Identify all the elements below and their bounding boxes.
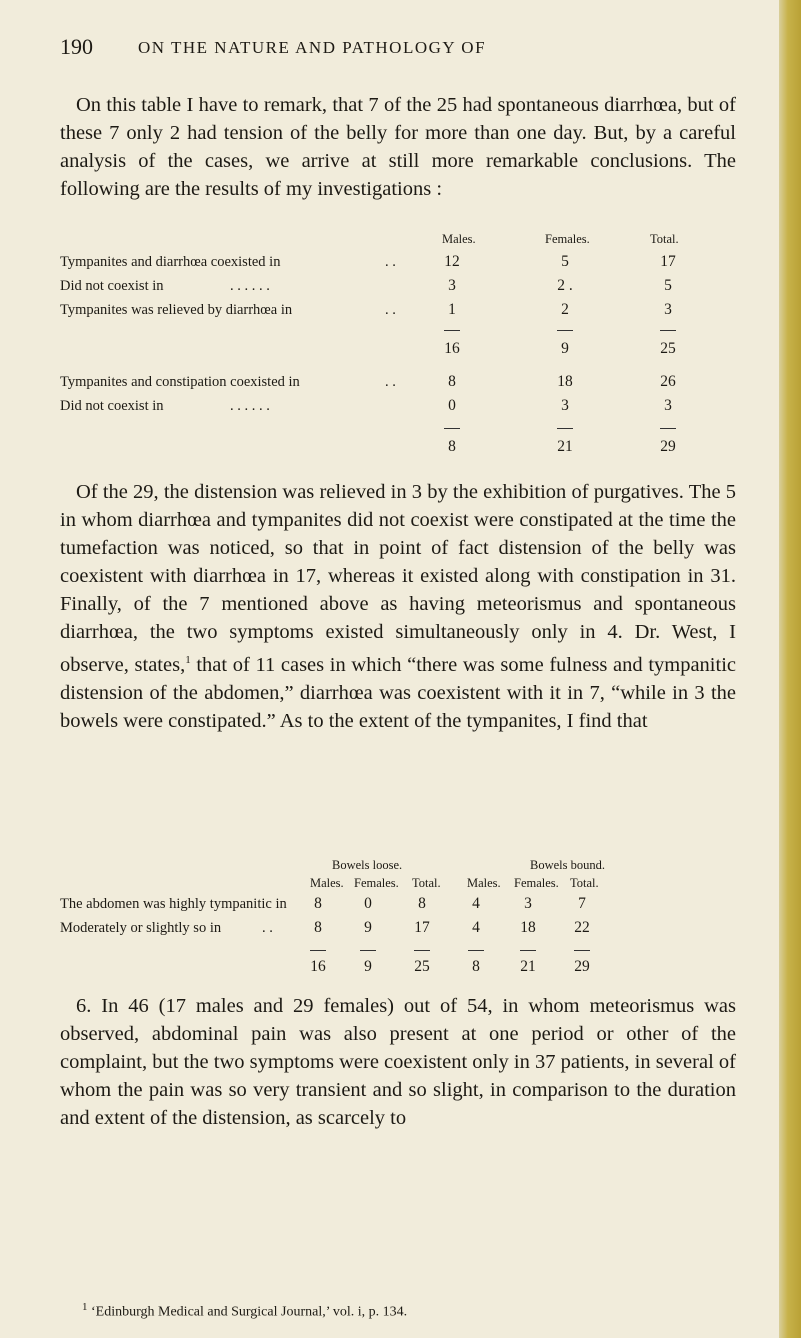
- row-dots: . .: [262, 920, 273, 936]
- col-header-females: Females.: [545, 232, 590, 246]
- row-dots: . .: [385, 254, 396, 270]
- footnote-ref: 1: [185, 654, 191, 666]
- col-header-total: Total.: [650, 232, 679, 246]
- paragraph-distension-text: Of the 29, the distension was relieved in 3 by the exhibition of purgatives. The 5 in whom diarrhœa and tympanites did not coexist were constipated at the time the tumefaction was noticed, so that in point of fact distension of the belly was coexistent with diarrhœa in 17, whereas it existed along with constipation in 31. Finally, of the 7 mentioned above as having meteorismus and spontaneous diarrhœa, the two symptoms existed simultaneously only in 4. Dr. West, I observe, states,: [60, 481, 736, 676]
- sum-rule: [660, 330, 676, 331]
- paragraph-distension-cont: that of 11 cases in which “there was some fulness and tympanitic distension of the abdomen,” diarrhœa was coexistent with it in 7, “while in 3 the bowels were constipated.” As to the extent of the tympanites, I find that: [60, 653, 736, 732]
- cell: 3: [664, 397, 672, 414]
- col-header: Total.: [570, 876, 599, 890]
- group-header-bound: Bowels bound.: [530, 858, 605, 872]
- cell: 2: [561, 301, 569, 318]
- cell: 22: [574, 919, 590, 936]
- cell: 9: [364, 919, 372, 936]
- cell: 26: [660, 373, 676, 390]
- page-number: 190: [60, 34, 93, 59]
- subtotal-cell: 29: [660, 438, 676, 455]
- cell: 3: [448, 277, 456, 294]
- cell: 4: [472, 895, 480, 912]
- cell: 4: [472, 919, 480, 936]
- group-header-loose: Bowels loose.: [332, 858, 403, 872]
- sum-rule: [444, 330, 460, 331]
- row-label: Did not coexist in: [60, 398, 164, 414]
- cell: 5: [561, 253, 569, 270]
- col-header: Total.: [412, 876, 441, 890]
- cell: 0: [448, 397, 456, 414]
- row-dots: . .: [385, 302, 396, 318]
- col-header: Males.: [310, 876, 344, 890]
- col-header-males: Males.: [442, 232, 476, 246]
- cell: 17: [660, 253, 676, 270]
- sum-rule: [557, 330, 573, 331]
- row-label: Tympanites and constipation coexisted in: [60, 374, 300, 390]
- cell: 12: [444, 253, 460, 270]
- subtotal-cell: 16: [444, 340, 460, 357]
- subtotal-cell: 21: [557, 438, 573, 455]
- sum-rule: [310, 950, 326, 951]
- cell: 17: [414, 919, 430, 936]
- row-label: Tympanites was relieved by diarrhœa in: [60, 302, 293, 318]
- sum-rule: [520, 950, 536, 951]
- row-label: Moderately or slightly so in: [60, 920, 222, 936]
- row-label: Did not coexist in: [60, 278, 164, 294]
- cell: 18: [520, 919, 536, 936]
- page-header: [58, 34, 738, 64]
- sum-rule: [574, 950, 590, 951]
- cell: 3: [524, 895, 532, 912]
- paragraph-intro: On this table I have to remark, that 7 of the 25 had spontaneous diarrhœa, but of these 7 only 2 had tension of the belly for more than one day. But, by a careful analysis of the cases, we arrive at still more remarkable conclusions. The following are the results of my investigations :: [60, 94, 736, 200]
- row-dots: . . . . . .: [230, 398, 270, 414]
- page-edge-binding: [779, 0, 801, 1338]
- cell: 0: [364, 895, 372, 912]
- subtotal-cell: 8: [448, 438, 456, 455]
- row-label: Tympanites and diarrhœa coexisted in: [60, 254, 281, 270]
- footnote-text: ‘Edinburgh Medical and Surgical Journal,’ vol. i, p. 134.: [87, 1304, 408, 1320]
- footnote-mark: 1: [82, 1301, 88, 1313]
- cell: 1: [448, 301, 456, 318]
- cell: 5: [664, 277, 672, 294]
- cell: 3: [664, 301, 672, 318]
- cell: 8: [314, 919, 322, 936]
- cell: 2 .: [557, 277, 573, 294]
- col-header: Females.: [514, 876, 559, 890]
- total-cell: 16: [310, 958, 326, 975]
- total-cell: 21: [520, 958, 536, 975]
- sum-rule: [360, 950, 376, 951]
- row-dots: . .: [385, 374, 396, 390]
- total-cell: 8: [472, 958, 480, 975]
- paragraph-section-6: 6. In 46 (17 males and 29 females) out of 54, in whom meteorismus was observed, abdominal pain was also present at one period or other of the complaint, but the two symptoms were coexistent only in 37 patients, in several of whom the pain was so very transient and so slight, in comparison to the duration and extent of the distension, as scarcely to: [60, 995, 736, 1129]
- sum-rule: [660, 428, 676, 429]
- total-cell: 29: [574, 958, 590, 975]
- cell: 8: [448, 373, 456, 390]
- running-title: ON THE NATURE AND PATHOLOGY OF: [138, 38, 487, 57]
- sum-rule: [468, 950, 484, 951]
- subtotal-cell: 9: [561, 340, 569, 357]
- sum-rule: [557, 428, 573, 429]
- cell: 18: [557, 373, 573, 390]
- cell: 8: [418, 895, 426, 912]
- cell: 8: [314, 895, 322, 912]
- col-header: Males.: [467, 876, 501, 890]
- paragraph-distension: [60, 478, 736, 735]
- total-cell: 25: [414, 958, 430, 975]
- cell: 7: [578, 895, 586, 912]
- col-header: Females.: [354, 876, 399, 890]
- footnote: [82, 1301, 407, 1321]
- cell: 3: [561, 397, 569, 414]
- subtotal-cell: 25: [660, 340, 676, 357]
- sum-rule: [444, 428, 460, 429]
- row-dots: . . . . . .: [230, 278, 270, 294]
- total-cell: 9: [364, 958, 372, 975]
- row-label: The abdomen was highly tympanitic in: [60, 896, 287, 912]
- sum-rule: [414, 950, 430, 951]
